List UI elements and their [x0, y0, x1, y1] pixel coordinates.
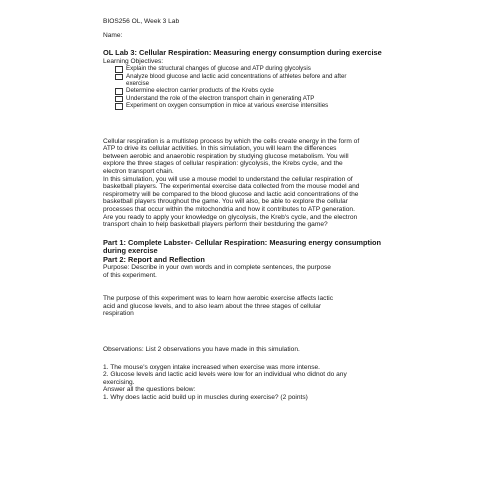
- observations-prompt: Observations: List 2 observations you have made in this simulation.: [103, 345, 300, 353]
- objective-item: [115, 87, 403, 95]
- checkbox-icon[interactable]: [115, 66, 123, 73]
- objective-text: Explain the structural changes of glucose and ATP during glycolysis: [126, 65, 311, 73]
- intro-line: electron transport chain.: [103, 167, 174, 175]
- lab-title: OL Lab 3: Cellular Respiration: Measuring energy consumption during exercise: [103, 48, 382, 58]
- objective-item: [115, 95, 403, 103]
- checkbox-icon[interactable]: [115, 103, 123, 110]
- part1-heading: Part 1: Complete Labster- Cellular Respiration: Measuring energy consumption: [103, 237, 382, 247]
- intro-line: basketball players throughout the game. You will also, be able to explore the cellular: [103, 198, 348, 206]
- objective-item: [115, 73, 403, 87]
- objectives-label: Learning Objectives:: [103, 57, 164, 65]
- objective-text: Experiment on oxygen consumption in mice at various exercise intensities: [126, 102, 329, 110]
- name-label: Name:: [103, 31, 123, 39]
- observations-answer[interactable]: [103, 364, 403, 387]
- part1-heading: during exercise: [103, 246, 158, 256]
- observation-line: exercising.: [103, 378, 135, 386]
- intro-line: processes that occur within the mitochondria and how it contributes to ATP generation.: [103, 205, 355, 213]
- objective-text: Understand the role of the electron transport chain in generating ATP: [126, 94, 315, 102]
- objective-text: Determine electron carrier products of the Krebs cycle: [126, 87, 274, 95]
- purpose-answer[interactable]: [103, 295, 403, 318]
- answer-line: respiration: [103, 310, 134, 318]
- intro-line: ATP to drive its cellular activities. In this simulation, you will learn the differences: [103, 145, 337, 153]
- intro-line: basketball players. The experimental exercise data collected from the mouse model and: [103, 183, 360, 191]
- document-page: [103, 18, 403, 401]
- intro-line: Are you ready to apply your knowledge on glycolysis, the Kreb's cycle, and the electron: [103, 213, 358, 221]
- objective-text: Analyze blood glucose and lactic acid concentrations of athletes before and after: [126, 72, 347, 80]
- objective-item: [115, 65, 403, 73]
- checkbox-icon[interactable]: [115, 74, 123, 81]
- answer-line: acid and glucose levels, and to also learn about the three stages of cellular: [103, 302, 322, 310]
- part2-heading: Part 2: Report and Reflection: [103, 254, 205, 264]
- purpose-prompt: Purpose: Describe in your own words and in complete sentences, the purpose: [103, 263, 331, 271]
- answer-line: The purpose of this experiment was to learn how aerobic exercise affects lactic: [103, 295, 334, 303]
- question-1: 1. Why does lactic acid build up in muscles during exercise? (2 points): [103, 393, 308, 401]
- objectives-list: [103, 65, 403, 109]
- objective-item: [115, 102, 403, 110]
- answer-all-instruction: Answer all the questions below:: [103, 386, 196, 394]
- course-header: BIOS256 OL, Week 3 Lab: [103, 18, 180, 25]
- intro-line: respirometry will be compared to the blood glucose and lactic acid concentrations of the: [103, 190, 359, 198]
- checkbox-icon[interactable]: [115, 88, 123, 95]
- purpose-prompt: of this experiment.: [103, 271, 157, 279]
- intro-line: In this simulation, you will use a mouse model to understand the cellular respiration of: [103, 175, 353, 183]
- observation-line: 1. The mouse's oxygen intake increased when exercise was more intense.: [103, 363, 321, 371]
- intro-line: explore the three stages of cellular respiration: glycolysis, the Krebs cycle, and the: [103, 160, 343, 168]
- observation-line: 2. Glucose levels and lactic acid levels were low for an individual who didnot do any: [103, 371, 347, 379]
- intro-line: Cellular respiration is a multistep process by which the cells create energy in the form of: [103, 137, 360, 145]
- intro-line: transport chain to help basketball players perform their bestduring the game?: [103, 221, 328, 229]
- intro-line: between aerobic and anaerobic respiration by studying glucose metabolism. You will: [103, 152, 349, 160]
- intro-paragraph: [103, 138, 403, 229]
- objective-text: exercise: [126, 79, 150, 87]
- checkbox-icon[interactable]: [115, 96, 123, 103]
